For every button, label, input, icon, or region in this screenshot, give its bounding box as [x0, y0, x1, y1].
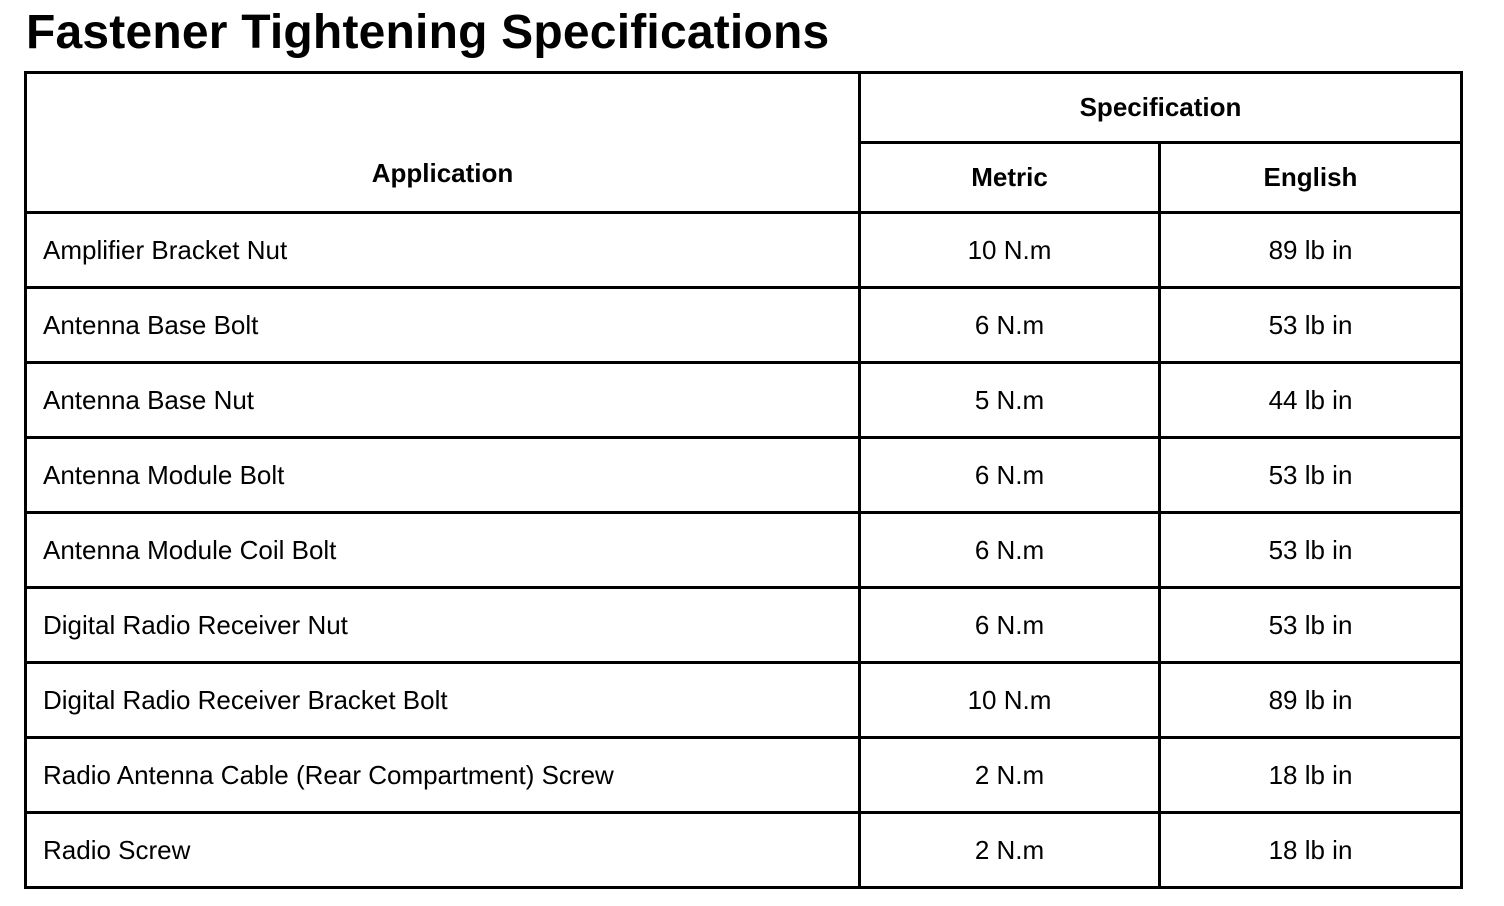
table-row: [26, 288, 1462, 363]
cell-english: 53 lb in: [1160, 588, 1462, 663]
cell-application: Antenna Base Bolt: [26, 288, 860, 363]
cell-metric: 2 N.m: [860, 738, 1160, 813]
cell-metric: 6 N.m: [860, 588, 1160, 663]
cell-metric: 6 N.m: [860, 513, 1160, 588]
cell-english: 53 lb in: [1160, 513, 1462, 588]
page-title: Fastener Tightening Specifications: [26, 6, 830, 59]
table-row: [26, 438, 1462, 513]
cell-english: 18 lb in: [1160, 813, 1462, 888]
cell-metric: 10 N.m: [860, 663, 1160, 738]
header-specification: Specification: [860, 73, 1462, 143]
cell-english: 89 lb in: [1160, 213, 1462, 288]
cell-english: 53 lb in: [1160, 438, 1462, 513]
cell-application: Antenna Module Coil Bolt: [26, 513, 860, 588]
cell-english: 89 lb in: [1160, 663, 1462, 738]
header-row-top: [26, 73, 1462, 143]
cell-application: Amplifier Bracket Nut: [26, 213, 860, 288]
cell-metric: 6 N.m: [860, 288, 1160, 363]
cell-metric: 10 N.m: [860, 213, 1160, 288]
header-metric: Metric: [860, 143, 1160, 213]
table-row: [26, 663, 1462, 738]
table-header: [26, 73, 1462, 213]
table-row: [26, 213, 1462, 288]
cell-application: Antenna Base Nut: [26, 363, 860, 438]
table-row: [26, 813, 1462, 888]
cell-metric: 6 N.m: [860, 438, 1160, 513]
cell-application: Digital Radio Receiver Nut: [26, 588, 860, 663]
cell-english: 18 lb in: [1160, 738, 1462, 813]
cell-application: Digital Radio Receiver Bracket Bolt: [26, 663, 860, 738]
table-row: [26, 363, 1462, 438]
cell-metric: 5 N.m: [860, 363, 1160, 438]
specification-table: [24, 71, 1463, 889]
cell-application: Radio Antenna Cable (Rear Compartment) Screw: [26, 738, 860, 813]
table-row: [26, 588, 1462, 663]
table-row: [26, 738, 1462, 813]
cell-application: Antenna Module Bolt: [26, 438, 860, 513]
cell-metric: 2 N.m: [860, 813, 1160, 888]
cell-application: Radio Screw: [26, 813, 860, 888]
cell-english: 53 lb in: [1160, 288, 1462, 363]
cell-english: 44 lb in: [1160, 363, 1462, 438]
header-english: English: [1160, 143, 1462, 213]
header-application: Application: [26, 73, 860, 213]
table-row: [26, 513, 1462, 588]
table-body: [26, 213, 1462, 888]
